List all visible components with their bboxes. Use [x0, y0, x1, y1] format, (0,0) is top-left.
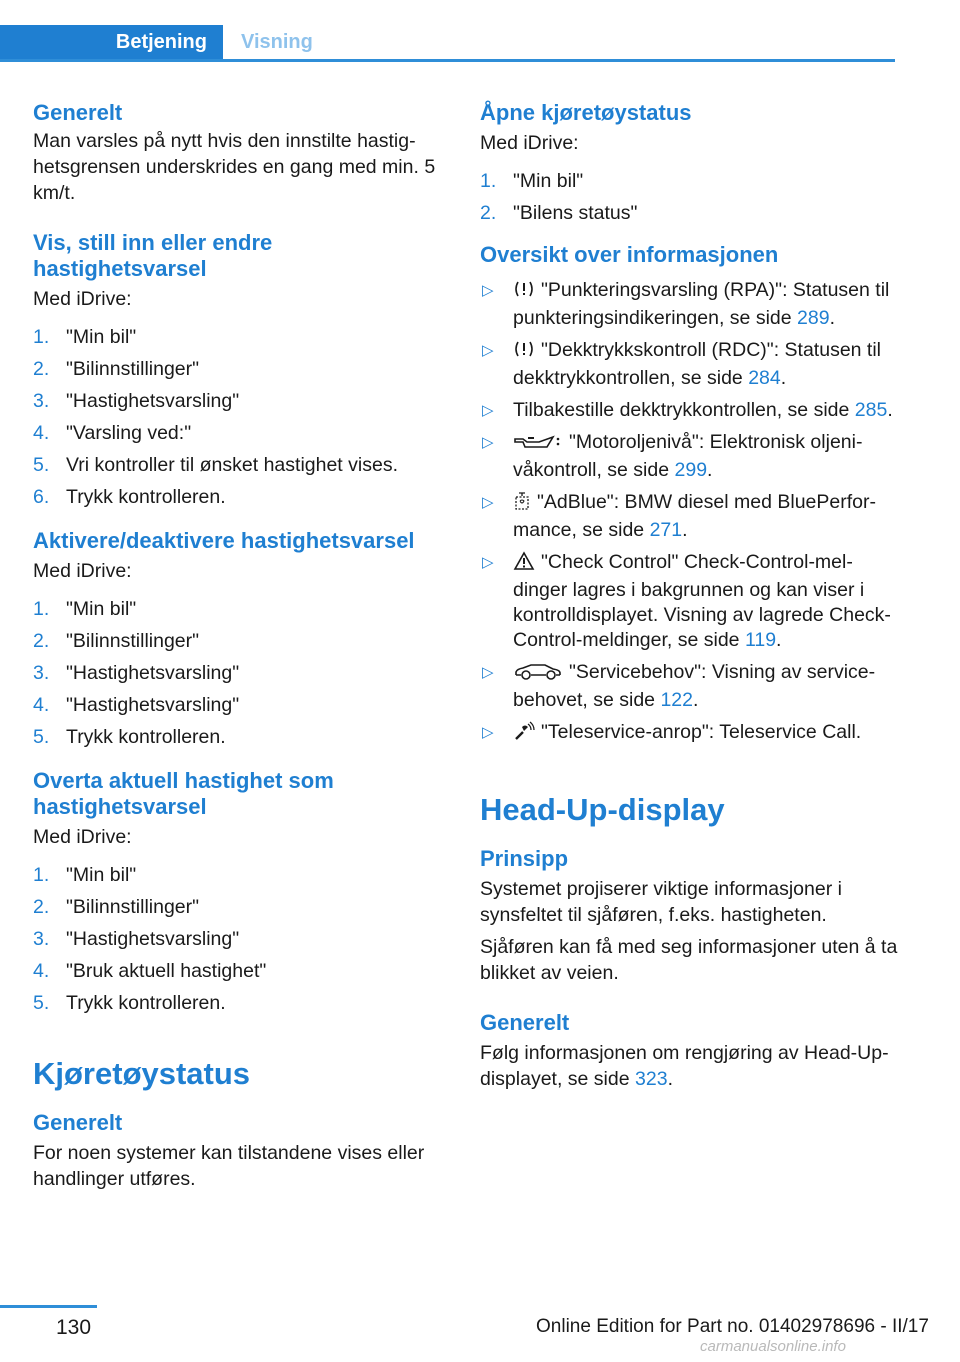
page-link[interactable]: 299: [674, 459, 708, 481]
paragraph: Sjåføren kan få med seg informasjoner uten å ta blikket av veien.: [480, 936, 898, 984]
paragraph: Med iDrive:: [33, 826, 132, 848]
paragraph: Systemet projiserer viktige informasjoner i synsfeltet til sjåføren, f.eks. hastigheten.: [480, 878, 842, 926]
steps-list: [33, 862, 438, 1016]
bullet-triangle-icon: ▷: [482, 342, 494, 359]
page-link[interactable]: 289: [797, 307, 830, 329]
list-item: 1. "Min bil": [480, 170, 584, 192]
tab-visning[interactable]: Visning: [241, 31, 313, 53]
list-item: 4. "Bruk aktuell hastighet": [33, 960, 267, 982]
right-column: [480, 100, 900, 1092]
list-item: 3. "Hastighetsvarsling": [33, 390, 240, 412]
list-item: 3. "Hastighetsvarsling": [33, 662, 240, 684]
steps-list: [480, 168, 900, 226]
chapter-title-kjoretoystatus: Kjøretøystatus: [33, 1056, 251, 1091]
page-link[interactable]: 119: [744, 629, 777, 651]
list-item: 1. "Min bil": [33, 326, 137, 348]
footer-rule: [0, 1305, 97, 1308]
section-title-oversikt: Oversikt over informasjonen: [480, 242, 779, 267]
list-item: ▷ "Dekktrykkskontroll (RDC)": Statusen til dekktrykkontrollen, se side 284.: [482, 339, 882, 389]
page-link[interactable]: 284: [748, 367, 781, 389]
tab-betjening[interactable]: Betjening: [0, 25, 223, 59]
bullet-triangle-icon: ▷: [482, 724, 494, 741]
section-title-generelt: Generelt: [33, 100, 123, 125]
list-item: 2. "Bilinnstillinger": [33, 358, 200, 380]
section-title-vis-still-inn: Vis, still inn eller endre hastighetsvarsel: [33, 230, 273, 281]
edition-note: Online Edition for Part no. 01402978696 - II/17: [536, 1316, 929, 1337]
paragraph: Følg informasjonen om rengjøring av Head-Up-displayet, se side 323.: [480, 1042, 889, 1090]
steps-list: [33, 596, 438, 750]
section-title-generelt: Generelt: [33, 1110, 123, 1135]
list-item: 5. Trykk kontrolleren.: [33, 992, 226, 1014]
section-title-generelt: Generelt: [480, 1010, 570, 1035]
bullet-triangle-icon: ▷: [482, 554, 494, 571]
exclamation-circle-icon: [513, 279, 535, 306]
wrench-call-icon: [513, 721, 535, 748]
watermark: carmanualsonline.info: [700, 1338, 846, 1355]
list-item: ▷ "Punkteringsvarsling (RPA)": Statusen til punkteringsindikeringen, se side 289.: [482, 279, 890, 329]
list-item: ▷ "Motoroljenivå": Elektronisk oljenivåkontroll, se side 299.: [482, 431, 863, 481]
page-link[interactable]: 271: [649, 519, 683, 541]
list-item: ▷ Tilbakestille dekktrykkontrollen, se side 285.: [482, 399, 893, 421]
paragraph: Man varsles på nytt hvis den innstilte hastighetsgrensen underskrides en gang med min. 5 km/t.: [33, 130, 436, 204]
bullet-triangle-icon: ▷: [482, 282, 494, 299]
bullet-triangle-icon: ▷: [482, 402, 494, 419]
chapter-title-head-up-display: Head-Up-display: [480, 792, 725, 827]
paragraph: Med iDrive:: [33, 288, 132, 310]
list-item: 1. "Min bil": [33, 864, 137, 886]
page-link[interactable]: 122: [660, 689, 693, 711]
paragraph: For noen systemer kan tilstandene vises eller handlinger utføres.: [33, 1142, 425, 1190]
list-item: ▷ "AdBlue": BMW diesel med BluePerformance, se side 271.: [482, 491, 876, 541]
list-item: 2. "Bilens status": [480, 202, 638, 224]
list-item: 5. Vri kontroller til ønsket hastighet vises.: [33, 454, 398, 476]
oil-can-icon: [513, 433, 563, 458]
header-bar: [0, 25, 895, 62]
section-title-overta: Overta aktuell hastighet som hastighetsvarsel: [33, 768, 334, 819]
steps-list: [33, 324, 438, 510]
bullet-triangle-icon: ▷: [482, 664, 494, 681]
info-bullet-list: [480, 278, 900, 748]
bullet-triangle-icon: ▷: [482, 434, 494, 451]
list-item: 6. Trykk kontrolleren.: [33, 486, 226, 508]
section-title-apne: Åpne kjøretøystatus: [480, 100, 692, 125]
list-item: ▷ "Check Control" Check-Control-meldinger lagres i bakgrunnen og kan viser i kontrolldisplayet. Visning av lagrede Check-Control-meldinger, se side 119.: [482, 551, 891, 651]
warning-triangle-icon: [513, 551, 535, 578]
adblue-icon: [513, 491, 531, 518]
list-item: 4. "Hastighetsvarsling": [33, 694, 240, 716]
list-item: 2. "Bilinnstillinger": [33, 896, 200, 918]
list-item: 1. "Min bil": [33, 598, 137, 620]
section-title-prinsipp: Prinsipp: [480, 846, 569, 871]
list-item: 2. "Bilinnstillinger": [33, 630, 200, 652]
list-item: 4. "Varsling ved:": [33, 422, 192, 444]
bullet-triangle-icon: ▷: [482, 494, 494, 511]
left-column: [33, 100, 438, 1192]
list-item: 5. Trykk kontrolleren.: [33, 726, 226, 748]
list-item: 3. "Hastighetsvarsling": [33, 928, 240, 950]
list-item: ▷ "Servicebehov": Visning av servicebehovet, se side 122.: [482, 661, 876, 711]
exclamation-circle-icon: [513, 339, 535, 366]
page-link[interactable]: 323: [635, 1068, 668, 1090]
page-number: 130: [56, 1316, 92, 1339]
section-title-aktivere: Aktivere/deaktivere hastighetsvarsel: [33, 528, 415, 553]
page-link[interactable]: 285: [854, 399, 888, 421]
paragraph: Med iDrive:: [480, 132, 579, 154]
list-item: ▷ "Teleservice-anrop": Teleservice Call.: [480, 720, 900, 748]
car-service-icon: [513, 663, 563, 688]
paragraph: Med iDrive:: [33, 560, 132, 582]
